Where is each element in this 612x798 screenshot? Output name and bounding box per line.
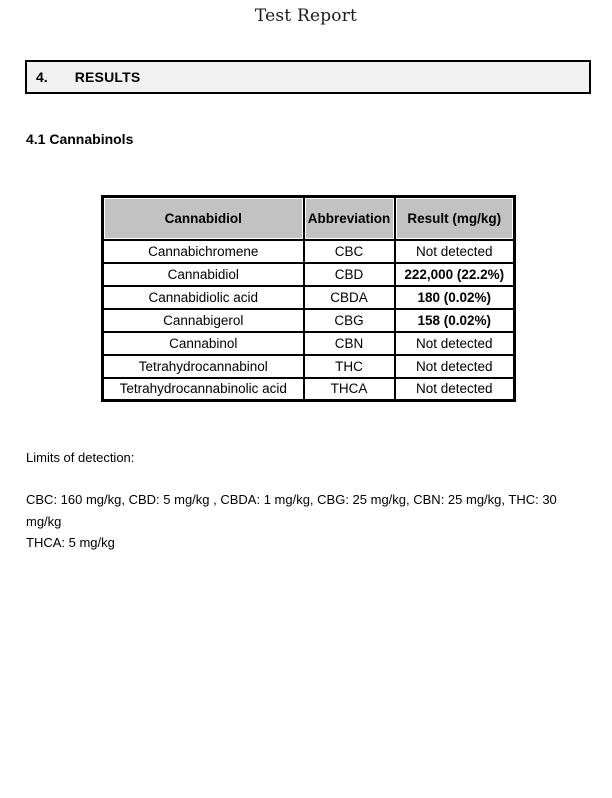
abbreviation-cell: CBN bbox=[304, 332, 395, 355]
table-header-row bbox=[103, 197, 515, 240]
compound-name-cell: Cannabidiolic acid bbox=[103, 286, 304, 309]
document-title: Test Report bbox=[254, 6, 358, 26]
result-cell: Not detected bbox=[395, 240, 515, 263]
cannabinoids-table bbox=[101, 195, 516, 402]
compound-name-cell: Cannabidiol bbox=[103, 263, 304, 286]
table-row bbox=[103, 240, 515, 263]
compound-name-cell: Cannabinol bbox=[103, 332, 304, 355]
subsection-heading: 4.1 Cannabinols bbox=[26, 131, 134, 147]
result-cell: 180 (0.02%) bbox=[395, 286, 515, 309]
result-cell: Not detected bbox=[395, 355, 515, 378]
result-cell: Not detected bbox=[395, 378, 515, 401]
abbreviation-cell: CBC bbox=[304, 240, 395, 263]
table-row bbox=[103, 378, 515, 401]
result-cell: 222,000 (22.2%) bbox=[395, 263, 515, 286]
table-header-cell: Abbreviation bbox=[304, 197, 395, 240]
table-row bbox=[103, 355, 515, 378]
abbreviation-cell: CBG bbox=[304, 309, 395, 332]
table-row bbox=[103, 263, 515, 286]
limits-line-2: THCA: 5 mg/kg bbox=[26, 535, 115, 550]
table-header-cell: Cannabidiol bbox=[103, 197, 304, 240]
compound-name-cell: Tetrahydrocannabinol bbox=[103, 355, 304, 378]
abbreviation-cell: CBDA bbox=[304, 286, 395, 309]
compound-name-cell: Cannabigerol bbox=[103, 309, 304, 332]
section-heading: RESULTS bbox=[74, 69, 141, 85]
table-row bbox=[103, 332, 515, 355]
abbreviation-cell: THC bbox=[304, 355, 395, 378]
table-head bbox=[103, 197, 515, 240]
limits-of-detection-values bbox=[26, 489, 586, 554]
results-section-header bbox=[25, 60, 591, 94]
table-header-cell: Result (mg/kg) bbox=[395, 197, 515, 240]
limits-line-1: CBC: 160 mg/kg, CBD: 5 mg/kg , CBDA: 1 mg/kg, CBG: 25 mg/kg, CBN: 25 mg/kg, THC: 30 mg/kg bbox=[26, 492, 557, 529]
result-cell: Not detected bbox=[395, 332, 515, 355]
table-row bbox=[103, 286, 515, 309]
section-number: 4. bbox=[36, 69, 48, 85]
compound-name-cell: Tetrahydrocannabinolic acid bbox=[103, 378, 304, 401]
limits-of-detection-label: Limits of detection: bbox=[26, 450, 135, 465]
abbreviation-cell: CBD bbox=[304, 263, 395, 286]
abbreviation-cell: THCA bbox=[304, 378, 395, 401]
table-row bbox=[103, 309, 515, 332]
compound-name-cell: Cannabichromene bbox=[103, 240, 304, 263]
result-cell: 158 (0.02%) bbox=[395, 309, 515, 332]
table-body bbox=[103, 240, 515, 401]
